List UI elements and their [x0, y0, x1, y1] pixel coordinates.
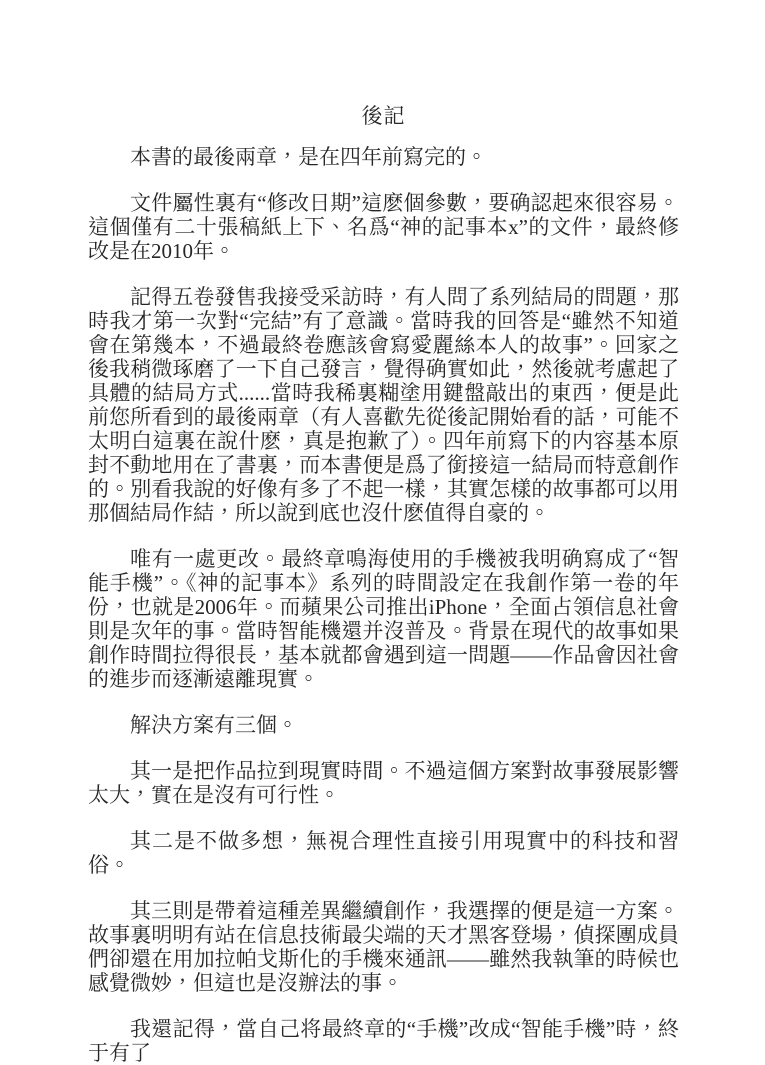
paragraph: 解決方案有三個。 — [130, 713, 298, 737]
paragraph: 唯有一處更改。最終章鳴海使用的手機被我明确寫成了“智能手機”。《神的記事本》系列的時間設定在我創作第一卷的年份，也就是2006年。而蘋果公司推出iPhone，全面占領信息社會則是次年的事。當時智能機還并沒普及。背景在現代的故事如果創作時間拉得很長，基本就都會遇到這一問題——作品會因社會的進步而逐漸遠離現實。 — [88, 547, 679, 691]
paragraph: 其一是把作品拉到現實時間。不過這個方案對故事發展影響太大，實在是沒有可行性。 — [88, 759, 679, 807]
paragraph: 其二是不做多想，無視合理性直接引用現實中的科技和習俗。 — [88, 829, 679, 877]
page-title: 後記 — [361, 104, 406, 128]
paragraph: 本書的最後兩章，是在四年前寫完的。 — [130, 145, 487, 169]
paragraph: 我還記得，當自己将最終章的“手機”改成“智能手機”時，終于有了 — [88, 1017, 679, 1065]
paragraph: 文件屬性裏有“修改日期”這麽個參數，要确認起來很容易。這個僅有二十張稿紙上下、名爲“神的記事本x”的文件，最終修改是在2010年。 — [88, 191, 679, 263]
paragraph: 記得五卷發售我接受采訪時，有人問了系列結局的問題，那時我才第一次對“完結”有了意識。當時我的回答是“雖然不知道會在第幾本，不過最終卷應該會寫愛麗絲本人的故事”。回家之後我稍微琢磨了一下自己發言，覺得确實如此，然後就考慮起了具體的結局方式......當時我稀裏糊塗用鍵盤敲出的東西，便是此前您所看到的最後兩章（有人喜歡先從後記開始看的話，可能不太明白這裏在說什麽，真是抱歉了）。四年前寫下的内容基本原封不動地用在了書裏，而本書便是爲了銜接這一結局而特意創作的。別看我說的好像有多了不起一樣，其實怎樣的故事都可以用那個結局作結，所以說到底也沒什麽值得自豪的。 — [88, 285, 679, 525]
paragraph: 其三則是帶着這種差異繼續創作，我選擇的便是這一方案。故事裏明明有站在信息技術最尖端的天才黑客登場，偵探團成員們卻還在用加拉帕戈斯化的手機來通訊——雖然我執筆的時候也感覺微妙，但這也是沒辦法的事。 — [88, 899, 679, 995]
